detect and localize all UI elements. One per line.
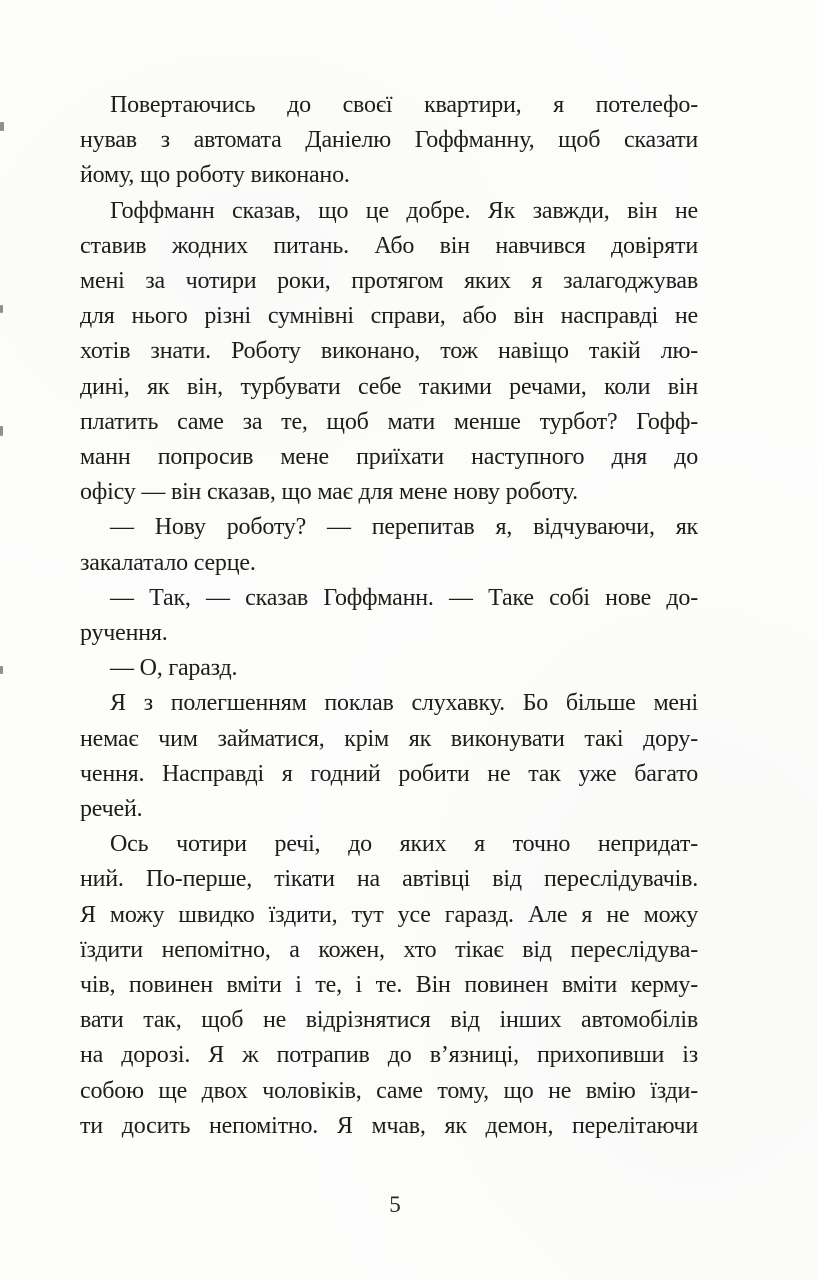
text-line: Повертаючись до своєї квартири, я потелефо- bbox=[110, 92, 698, 118]
text-line: офісу — він сказав, що має для мене нову роботу. bbox=[80, 479, 578, 506]
text-line: речей. bbox=[80, 796, 143, 823]
text-line: йому, що роботу виконано. bbox=[80, 162, 350, 189]
paragraph bbox=[80, 510, 698, 580]
text-line: ставив жодних питань. Або він навчився довіряти bbox=[80, 232, 698, 259]
text-line: собою ще двох чоловіків, саме тому, що не вмію їзди- bbox=[80, 1077, 698, 1104]
paragraph bbox=[80, 581, 698, 651]
paragraph bbox=[80, 686, 698, 827]
scan-artifact bbox=[0, 122, 4, 131]
text-line: їздити непомітно, а кожен, хто тікає від переслідува- bbox=[80, 936, 698, 963]
scan-artifact bbox=[0, 666, 3, 674]
text-line: вати так, щоб не відрізнятися від інших автомобілів bbox=[80, 1007, 698, 1034]
text-line: ручення. bbox=[80, 620, 168, 647]
text-line: — Так, — сказав Гоффманн. — Таке собі нове до- bbox=[110, 584, 698, 611]
page-text bbox=[80, 88, 698, 1144]
text-line: Я можу швидко їздити, тут усе гаразд. Але я не можу bbox=[80, 901, 698, 928]
text-line: ний. По-перше, тікати на автівці від переслідувачів. bbox=[80, 866, 698, 893]
text-line: платить саме за те, щоб мати менше турбот? Гофф- bbox=[80, 408, 698, 435]
text-line: на дорозі. Я ж потрапив до в’язниці, прихопивши із bbox=[80, 1042, 698, 1069]
text-line: Я з полегшенням поклав слухавку. Бо більше мені bbox=[110, 690, 698, 717]
text-line: немає чим займатися, крім як виконувати такі дору- bbox=[80, 725, 698, 752]
text-line: чів, повинен вміти і те, і те. Він повинен вміти керму- bbox=[80, 972, 698, 999]
paragraph bbox=[80, 651, 698, 686]
scan-artifact bbox=[0, 305, 3, 313]
text-line: Ось чотири речі, до яких я точно непридат- bbox=[110, 831, 698, 858]
text-line: ти досить непомітно. Я мчав, як демон, перелітаючи bbox=[80, 1112, 698, 1139]
text-line: — О, гаразд. bbox=[110, 655, 238, 682]
text-line: Гоффманн сказав, що це добре. Як завжди, він не bbox=[110, 197, 698, 224]
text-line: — Нову роботу? — перепитав я, відчуваючи, як bbox=[110, 514, 698, 541]
text-line: для нього різні сумнівні справи, або він насправді не bbox=[80, 303, 698, 330]
text-line: нував з автомата Даніелю Гоффманну, щоб сказати bbox=[80, 127, 698, 154]
text-line: дині, як він, турбувати себе такими речами, коли він bbox=[80, 373, 698, 400]
paragraph bbox=[80, 194, 698, 511]
scan-artifact bbox=[0, 426, 3, 436]
text-line: мені за чотири роки, протягом яких я залагоджував bbox=[80, 268, 698, 295]
text-line: чення. Насправді я годний робити не так уже багато bbox=[80, 760, 698, 787]
text-line: хотів знати. Роботу виконано, тож навіщо такій лю- bbox=[80, 338, 698, 365]
text-line: закалатало серце. bbox=[80, 549, 256, 576]
paragraph bbox=[80, 88, 698, 194]
paragraph bbox=[80, 827, 698, 1144]
text-line: манн попросив мене приїхати наступного дня до bbox=[80, 444, 698, 471]
page-number: 5 bbox=[389, 1192, 401, 1217]
